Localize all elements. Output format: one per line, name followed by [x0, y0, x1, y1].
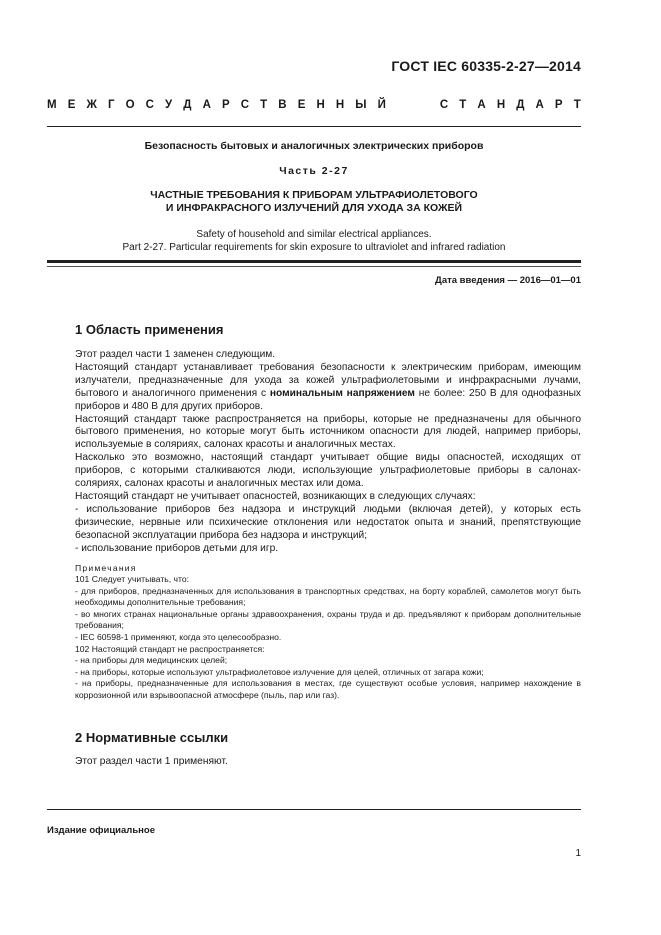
- notes-title: Примечания: [75, 562, 137, 573]
- banner-letter: А: [202, 99, 211, 111]
- paragraph: Этот раздел части 1 заменен следующим.: [75, 349, 276, 360]
- interstate-standard-banner: [47, 99, 581, 111]
- main-title: [47, 189, 581, 215]
- banner-letter: С: [145, 99, 154, 111]
- section-1-body: [75, 349, 581, 556]
- banner-letter: Д: [516, 99, 525, 111]
- banner-letter: [426, 99, 429, 111]
- banner-letter: Н: [496, 99, 506, 111]
- paragraph: [75, 362, 581, 414]
- banner-letter: Т: [573, 99, 581, 111]
- section-2-heading: 2 Нормативные ссылки: [75, 730, 229, 745]
- thick-divider: [47, 260, 581, 263]
- bold-term: номинальным напряжением: [269, 387, 415, 399]
- note-line: 102 Настоящий стандарт не распространяется:: [75, 643, 265, 654]
- banner-letter: Р: [221, 99, 230, 111]
- banner-letter: Й: [377, 99, 386, 111]
- paragraph: Настоящий стандарт также распространяется на приборы, которые не предназначены для обычного бытового применения, но которые могут быть источником опасности для людей, например приборы, используемые в соляриях, салонах красоты и аналогичных местах.: [75, 413, 581, 451]
- section-normative-references: [75, 730, 581, 769]
- section-1-heading: 1 Область применения: [75, 322, 224, 337]
- note-line: - для приборов, предназначенных для использования в транспортных средствах, на борту кораблей, самолетов могут быть необходимы дополнительные требования;: [75, 585, 581, 608]
- banner-letter: М: [47, 99, 57, 111]
- page-number: 1: [575, 848, 581, 859]
- banner-letter: Н: [335, 99, 345, 111]
- part-label: Часть 2-27: [279, 165, 349, 177]
- section-2-body: [75, 756, 581, 769]
- banner-letter: А: [477, 99, 486, 111]
- paragraph: - использование приборов без надзора и инструкций людьми (включая детей), у которых есть физические, нервные или психические отклонения или недостаток опыта и знаний, препятствующие безопасной эксплуатации прибора без надзора и инструкций;: [75, 503, 581, 541]
- banner-letter: У: [165, 99, 173, 111]
- paragraph: Насколько это возможно, настоящий стандарт учитывает общие виды опасностей, исходящих от приборов, с которыми сталкиваются люди, использующие ультрафиолетовые приборы в салонах-соляриях, салонах красоты и аналогичных местах или дома.: [75, 452, 581, 490]
- paragraph: Настоящий стандарт не учитывает опасностей, возникающих в следующих случаях:: [75, 490, 476, 502]
- notes-block: [75, 563, 581, 702]
- banner-letter: Г: [107, 99, 115, 111]
- banner-letter: Т: [260, 99, 268, 111]
- main-title-line-2: И ИНФРАКРАСНОГО ИЗЛУЧЕНИЙ ДЛЯ УХОДА ЗА КОЖЕЙ: [165, 202, 463, 214]
- banner-letter: Н: [316, 99, 325, 111]
- english-title-line-1: Safety of household and similar electrical appliances.: [196, 229, 432, 240]
- english-title: [47, 228, 581, 254]
- paragraph: Этот раздел части 1 применяют.: [75, 756, 228, 767]
- english-title-line-2: Part 2-27. Particular requirements for skin exposure to ultraviolet and infrared radiation: [122, 242, 506, 253]
- banner-letter: А: [535, 99, 544, 111]
- top-divider: [47, 126, 581, 127]
- banner-letter: [397, 99, 400, 111]
- text-run: Настоящий стандарт устанавливает требования безопасности к электрическим приборам, имеющим излучатели, предназначенные для ухода за кожей ультрафиолетовыми и инфракрасными лучами, бытового и аналогичного применения с: [75, 361, 581, 399]
- banner-letter: В: [278, 99, 287, 111]
- banner-letter: [411, 99, 414, 111]
- banner-letter: Е: [297, 99, 306, 111]
- footer-divider: [47, 809, 581, 810]
- paragraph: - использование приборов детьми для игр.: [75, 542, 279, 554]
- note-line: - на приборы, которые используют ультрафиолетовое излучение для целей, отличных от загара кожи;: [75, 666, 484, 677]
- note-line: - IEC 60598-1 применяют, когда это целесообразно.: [75, 632, 282, 643]
- banner-letter: С: [240, 99, 250, 111]
- note-line: - на приборы, предназначенные для использования в местах, где существуют особые условия, например нахождение в коррозионной или взрывоопасной атмосфере (пыль, пар или газ).: [75, 678, 581, 701]
- note-line: 101 Следует учитывать, что:: [75, 574, 189, 585]
- thin-divider: [47, 266, 581, 267]
- standard-code: ГОСТ IEC 60335-2-27—2014: [391, 58, 581, 74]
- banner-letter: Ж: [86, 99, 97, 111]
- banner-letter: О: [125, 99, 135, 111]
- edition-label: Издание официальное: [47, 825, 155, 836]
- note-line: - во многих странах национальные органы здравоохранения, охраны труда и др. предъявляют к приборам дополнительные требования;: [75, 608, 581, 631]
- banner-letter: Е: [67, 99, 76, 111]
- standard-series-title: Безопасность бытовых и аналогичных электрических приборов: [144, 140, 484, 152]
- note-line: - на приборы для медицинских целей;: [75, 655, 228, 666]
- banner-letter: Д: [183, 99, 192, 111]
- text-run: не более: 250 В для однофазных приборов и 480 В для других приборов.: [75, 387, 581, 412]
- banner-letter: С: [439, 99, 449, 111]
- banner-letter: Ы: [355, 99, 367, 111]
- main-title-line-1: ЧАСТНЫЕ ТРЕБОВАНИЯ К ПРИБОРАМ УЛЬТРАФИОЛЕТОВОГО: [150, 189, 478, 201]
- section-scope: [75, 322, 581, 702]
- introduction-date: Дата введения — 2016—01—01: [435, 275, 581, 286]
- banner-letter: Р: [554, 99, 563, 111]
- banner-letter: Т: [459, 99, 467, 111]
- title-block: [47, 140, 581, 254]
